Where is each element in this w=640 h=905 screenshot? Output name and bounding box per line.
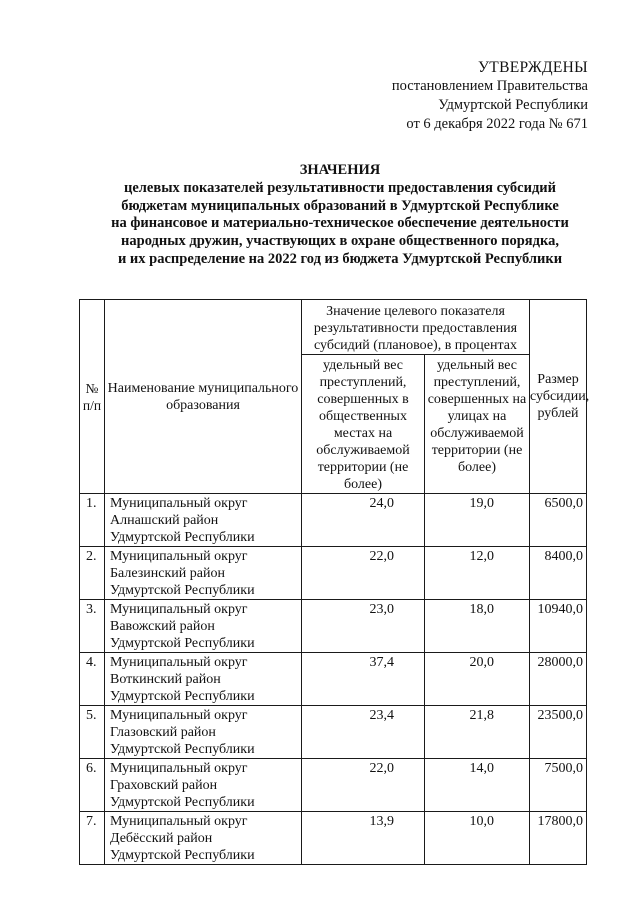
municipality-name [105, 653, 302, 706]
streets-value: 18,0 [425, 600, 530, 653]
document-title [40, 162, 640, 269]
name-line: Удмуртской Республики [110, 636, 255, 651]
table-row [80, 494, 587, 547]
document-title-line: целевых показателей результативности предоставления субсидий [124, 179, 556, 196]
header-indicator-streets: удельный вес преступлений, совершенных на улицах на обслуживаемой территории (не более) [425, 355, 530, 494]
name-line: Дебёсский район [110, 831, 213, 846]
name-line: Удмуртской Республики [110, 530, 255, 545]
row-num: 6. [80, 759, 105, 812]
name-line: Воткинский район [110, 672, 221, 687]
public-places-value: 22,0 [302, 547, 425, 600]
subsidy-value: 7500,0 [530, 759, 587, 812]
streets-value: 20,0 [425, 653, 530, 706]
approval-line: Удмуртской Республики [438, 97, 588, 113]
municipality-name [105, 494, 302, 547]
public-places-value: 23,4 [302, 706, 425, 759]
document-title-line: и их распределение на 2022 год из бюджета Удмуртской Республики [117, 250, 563, 267]
approval-title: УТВЕРЖДЕНЫ [478, 59, 588, 76]
header-subsidy: Размер субсидии, рублей [530, 300, 587, 494]
public-places-value: 22,0 [302, 759, 425, 812]
public-places-value: 23,0 [302, 600, 425, 653]
table-row [80, 547, 587, 600]
name-line: Муниципальный округ [110, 708, 248, 723]
approval-line: от 6 декабря 2022 года № 671 [406, 116, 588, 132]
subsidy-value: 8400,0 [530, 547, 587, 600]
streets-value: 14,0 [425, 759, 530, 812]
document-title-line: бюджетам муниципальных образований в Удмуртской Республике [121, 197, 559, 214]
name-line: Алнашский район [110, 513, 219, 528]
municipality-name [105, 547, 302, 600]
public-places-value: 24,0 [302, 494, 425, 547]
name-line: Балезинский район [110, 566, 225, 581]
document-title-line: народных дружин, участвующих в охране общественного порядка, [121, 233, 559, 250]
subsidy-value: 23500,0 [530, 706, 587, 759]
name-line: Удмуртской Республики [110, 795, 255, 810]
name-line: Глазовский район [110, 725, 216, 740]
municipality-name [105, 600, 302, 653]
name-line: Удмуртской Республики [110, 848, 255, 863]
header-num: № п/п [80, 300, 105, 494]
row-num: 1. [80, 494, 105, 547]
streets-value: 12,0 [425, 547, 530, 600]
table-row [80, 812, 587, 865]
streets-value: 10,0 [425, 812, 530, 865]
name-line: Муниципальный округ [110, 602, 248, 617]
name-line: Муниципальный округ [110, 549, 248, 564]
name-line: Удмуртской Республики [110, 583, 255, 598]
subsidy-value: 10940,0 [530, 600, 587, 653]
name-line: Муниципальный округ [110, 655, 248, 670]
name-line: Граховский район [110, 778, 218, 793]
indicators-table [79, 299, 590, 865]
municipality-name [105, 706, 302, 759]
row-num: 3. [80, 600, 105, 653]
streets-value: 21,8 [425, 706, 530, 759]
subsidy-value: 28000,0 [530, 653, 587, 706]
document-heading: ЗНАЧЕНИЯ [299, 162, 381, 178]
public-places-value: 37,4 [302, 653, 425, 706]
table-row [80, 706, 587, 759]
streets-value: 19,0 [425, 494, 530, 547]
table-row [80, 759, 587, 812]
municipality-name [105, 812, 302, 865]
table-row [80, 653, 587, 706]
subsidy-value: 6500,0 [530, 494, 587, 547]
name-line: Муниципальный округ [110, 814, 248, 829]
document-title-line: на финансовое и материально-техническое обеспечение деятельности [111, 215, 569, 232]
approval-stamp [328, 58, 588, 134]
name-line: Удмуртской Республики [110, 689, 255, 704]
row-num: 7. [80, 812, 105, 865]
public-places-value: 13,9 [302, 812, 425, 865]
header-indicator-public-places: удельный вес преступлений, совершенных в общественных местах на обслуживаемой территории (не более) [302, 355, 425, 494]
name-line: Муниципальный округ [110, 761, 248, 776]
row-num: 5. [80, 706, 105, 759]
header-municipality-name: Наименование муниципального образования [105, 300, 302, 494]
table-row [80, 600, 587, 653]
subsidy-value: 17800,0 [530, 812, 587, 865]
municipality-name [105, 759, 302, 812]
approval-line: постановлением Правительства [391, 78, 588, 94]
name-line: Удмуртской Республики [110, 742, 255, 757]
name-line: Вавожский район [110, 619, 215, 634]
row-num: 2. [80, 547, 105, 600]
name-line: Муниципальный округ [110, 496, 248, 511]
row-num: 4. [80, 653, 105, 706]
header-indicator-group: Значение целевого показателя результативности предоставления субсидий (плановое), в процентах [302, 300, 530, 355]
